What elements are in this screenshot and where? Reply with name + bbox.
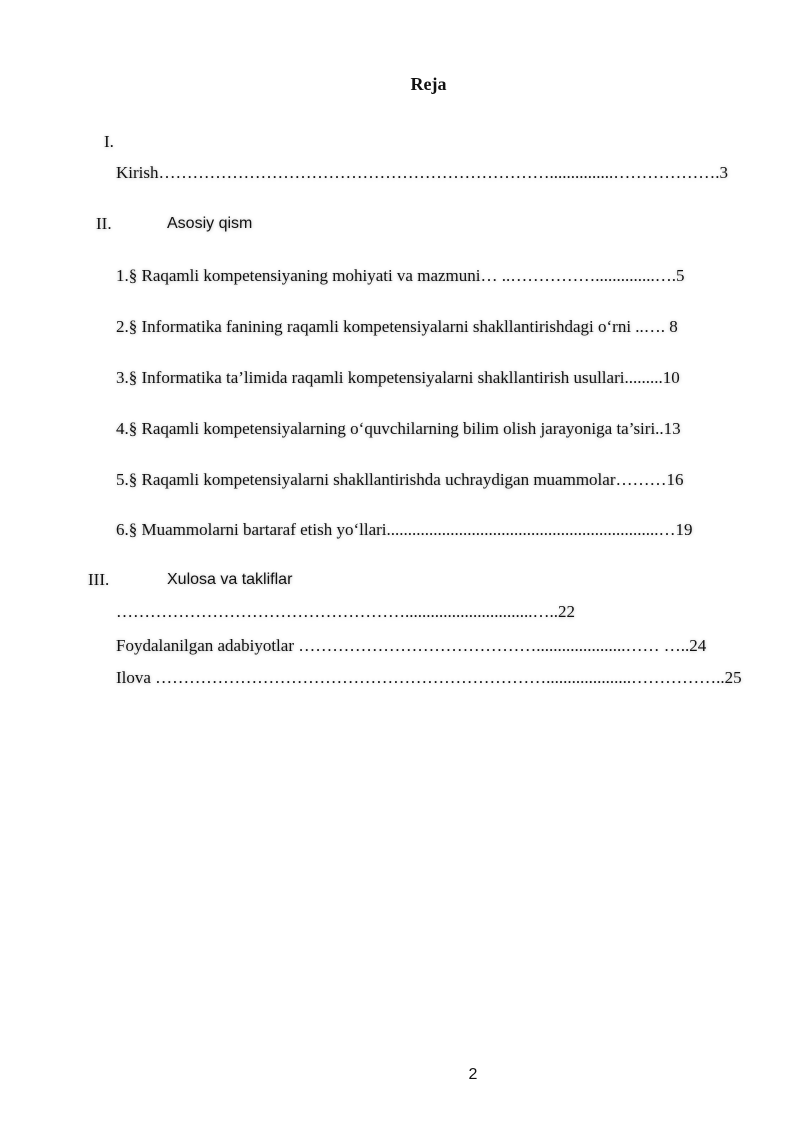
toc-section-2-numeral: II.: [96, 214, 112, 233]
toc-entry-ilova: Ilova ……………………………………………………………....................……………..25: [116, 668, 742, 687]
toc-entry-6: 6.§ Muammolarni bartaraf etish yo‘llari................................................................…19: [116, 520, 693, 539]
toc-section-2-title: Asosiy qism: [167, 215, 253, 232]
toc-section-1-numeral: I.: [104, 132, 114, 151]
toc-entry-adabiyotlar: Foydalanilgan adabiyotlar …………………………………….....................…… …..24: [116, 636, 707, 655]
toc-entry-2: 2.§ Informatika fanining raqamli kompetensiyalarni shakllantirishdagi o‘rni ..…. 8: [116, 317, 678, 336]
toc-entry-3: 3.§ Informatika ta’limida raqamli kompetensiyalarni shakllantirish usullari.........10: [116, 368, 680, 387]
toc-entry-5: 5.§ Raqamli kompetensiyalarni shakllantirishda uchraydigan muammolar………16: [116, 470, 684, 489]
page-number: 2: [468, 1066, 478, 1083]
toc-entry-1: 1.§ Raqamli kompetensiyaning mohiyati va mazmuni… ..……………..............….5: [116, 266, 685, 285]
toc-section-3-numeral: III.: [88, 570, 110, 589]
toc-entry-4: 4.§ Raqamli kompetensiyalarning o‘quvchilarning bilim olish jarayoniga ta’siri..13: [116, 419, 681, 438]
toc-section-3-title: Xulosa va takliflar: [167, 571, 293, 588]
toc-entry-xulosa-dots: ……………………………………………..............................…..22: [116, 602, 575, 621]
toc-entry-kirish: Kirish……………………………………………………………...............……………….3: [116, 163, 728, 182]
page-title: Reja: [410, 74, 447, 94]
